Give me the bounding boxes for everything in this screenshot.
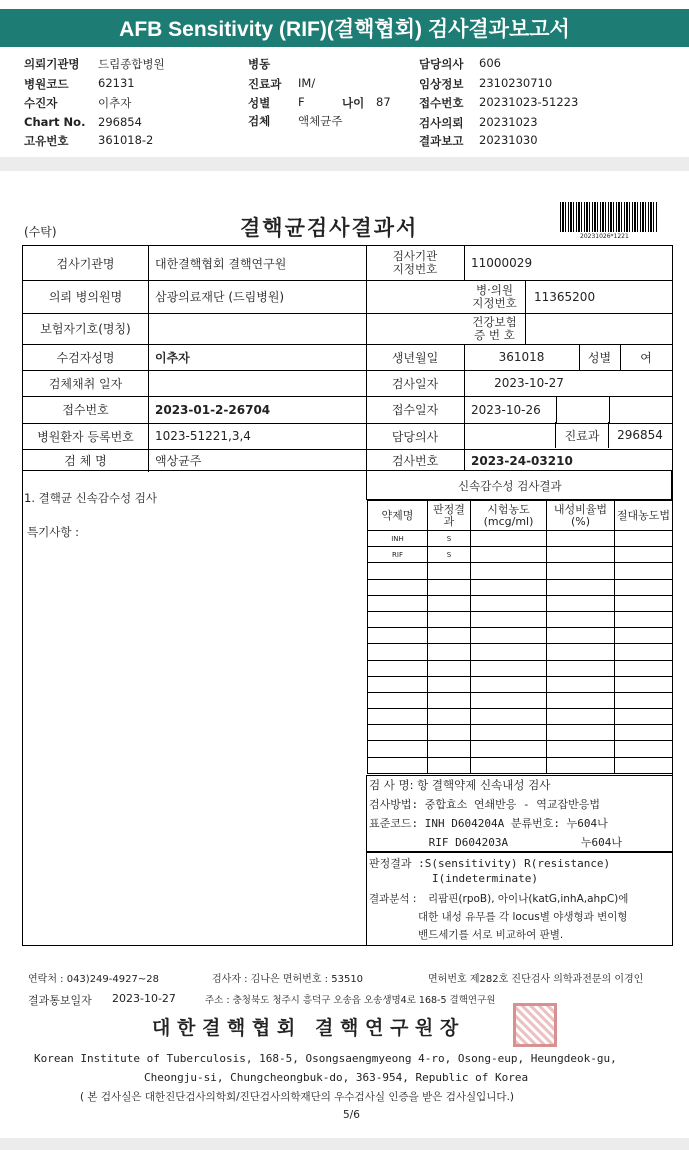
result-table-cell [471, 660, 547, 676]
result-table-row [368, 579, 673, 595]
result-table-cell [428, 644, 471, 660]
sex-label: 성별 [587, 350, 612, 365]
result-table-cell [547, 757, 615, 773]
barcode-image [560, 202, 658, 232]
received-date-label: 접수일자 [391, 403, 439, 417]
result-table-row [368, 611, 673, 627]
header-key: 수진자 [24, 96, 58, 110]
header-value: 드림종합병원 [98, 57, 165, 71]
result-table-cell [547, 676, 615, 692]
result-table [367, 500, 672, 772]
result-table-cell [368, 660, 428, 676]
result-table-cell [471, 644, 547, 660]
result-table-cell [368, 725, 428, 741]
result-table-cell [615, 644, 673, 660]
result-table-cell [368, 579, 428, 595]
registration-no-label: 병원환자 등록번호 [37, 429, 134, 444]
header-key: 성별 [248, 96, 271, 110]
report-title: 결핵균검사결과서 [240, 216, 419, 240]
method-line-2: 검사방법: 중합효소 연쇄반응 - 역교잡반응법 [369, 798, 601, 811]
result-table-cell [471, 531, 547, 547]
result-table-cell [368, 611, 428, 627]
result-table-cell [428, 563, 471, 579]
result-table-cell [428, 692, 471, 708]
report-banner-title: AFB Sensitivity (RIF)(결핵협회) 검사결과보고서 [0, 9, 689, 47]
section-separator [0, 157, 689, 171]
english-address-line-1: Korean Institute of Tuberculosis, 168-5, Osongsaengmyeong 4-ro, Osong-eup, Heungdeok-gu, [34, 1052, 617, 1065]
doctor-value [471, 423, 556, 449]
result-table-cell [471, 579, 547, 595]
lab-name: 대한결핵협회 결핵연구원 [155, 256, 287, 271]
hospital-name: 삼광의료재단 (드림병원) [155, 290, 285, 304]
footer-inspector: 검사자 : 김나은 면허번호 : 53510 [212, 974, 364, 985]
result-table-row [368, 531, 673, 547]
result-table-cell [471, 741, 547, 757]
result-table-row [368, 676, 673, 692]
result-table-cell [471, 547, 547, 563]
result-table-cell [471, 595, 547, 611]
result-table-cell [428, 611, 471, 627]
birth-label: 생년월일 [391, 350, 439, 365]
result-table-title: 신속감수성 검사결과 [458, 479, 562, 493]
header-key: 병동 [248, 57, 271, 71]
result-table-row [368, 547, 673, 563]
result-table-cell [428, 741, 471, 757]
header-value: 20231030 [479, 133, 538, 147]
test-date-label: 검사일자 [391, 376, 439, 391]
result-table-cell [615, 725, 673, 741]
result-table-cell: INH [368, 531, 428, 547]
result-table-cell [547, 531, 615, 547]
bottom-bar [0, 1138, 689, 1150]
doctor-label: 담당의사 [391, 429, 439, 444]
footer-notice-date: 2023-10-27 [112, 992, 176, 1005]
result-table-cell [368, 757, 428, 773]
header-value: 361018-2 [98, 133, 154, 147]
result-table-cell [428, 628, 471, 644]
barcode-text: 20231026*1221 [580, 233, 629, 240]
method-line-4: RIF D604203A 누604나 [369, 836, 623, 849]
english-address-line-2: Cheongju-si, Chungcheongbuk-do, 363-954, Republic of Korea [144, 1071, 529, 1084]
header-key: 진료과 [248, 77, 282, 91]
result-table-row [368, 563, 673, 579]
result-table-cell [547, 628, 615, 644]
result-table-cell [368, 628, 428, 644]
result-table-cell [428, 660, 471, 676]
result-table-cell [615, 741, 673, 757]
interpretation-line-2: I(indeterminate) [432, 872, 538, 885]
method-line-1: 검 사 명: 항 결핵약제 신속내성 검사 [369, 778, 551, 792]
result-table-cell [368, 692, 428, 708]
result-table-row [368, 644, 673, 660]
section-title: 1. 결핵균 신속감수성 검사 [24, 491, 158, 505]
result-table-cell [368, 741, 428, 757]
footer-contact: 연락처 : 043)249-4927~28 [28, 974, 159, 985]
result-table-cell: S [428, 547, 471, 563]
analysis-line-2: 대한 내성 유무를 각 locus별 야생형과 변이형 [418, 911, 628, 923]
dept-label: 진료과 [564, 428, 600, 443]
result-table-cell [615, 692, 673, 708]
interpretation-line-1: 판정결과 :S(sensitivity) R(resistance) [369, 857, 611, 870]
analysis-line-3: 밴드세기를 서로 비교하여 판별. [418, 929, 564, 941]
header-key: 고유번호 [24, 134, 69, 148]
result-table-cell [615, 611, 673, 627]
header-value: 20231023 [479, 115, 538, 129]
specimen-name: 액상균주 [155, 454, 202, 468]
result-table-header [368, 501, 673, 531]
sex-value: 여 [640, 350, 652, 365]
result-table-cell [368, 676, 428, 692]
result-table-cell [428, 757, 471, 773]
header-resistance-ratio: 내성비율법(%) [547, 501, 615, 531]
header-value: 62131 [98, 76, 135, 90]
result-table-cell [547, 660, 615, 676]
header-value: 2310230710 [479, 76, 553, 90]
result-table-cell [615, 676, 673, 692]
analysis-label: 결과분석 : [369, 893, 417, 905]
result-table-cell [547, 741, 615, 757]
hospital-label: 의뢰 병의원명 [48, 290, 123, 304]
specimen-label: 검 체 명 [64, 454, 107, 468]
page-number: 5/6 [343, 1109, 360, 1121]
method-line-3: 표준코드: INH D604204A 분류번호: 누604나 [369, 817, 608, 830]
header-key: 의뢰기관명 [24, 57, 80, 71]
result-table-cell [471, 676, 547, 692]
header-value: IM/ [298, 76, 316, 90]
header-key: 결과보고 [419, 134, 464, 148]
result-table-cell [471, 725, 547, 741]
receipt-mark: (수탁) [24, 225, 57, 239]
result-table-cell [615, 595, 673, 611]
patient-name-label: 수검자성명 [56, 350, 115, 365]
header-value: F [298, 95, 305, 109]
result-table-cell [471, 757, 547, 773]
result-table-row [368, 741, 673, 757]
result-table-cell [428, 676, 471, 692]
reception-no-label: 접수번호 [62, 403, 109, 417]
footer-address: 주소 : 충청북도 청주시 흥덕구 오송읍 오송생명4로 168-5 결핵연구원 [205, 995, 496, 1006]
birth-date: 361018 [498, 350, 545, 364]
result-table-row [368, 709, 673, 725]
result-table-cell [547, 709, 615, 725]
header-key: 병원코드 [24, 77, 69, 91]
collect-date-label: 검체채취 일자 [48, 376, 123, 391]
certification-note: ( 본 검사실은 대한진단검사의학회/진단검사의학재단의 우수검사실 인증을 받은 검사실입니다.) [80, 1091, 515, 1103]
result-table-cell [471, 692, 547, 708]
result-table-cell [368, 644, 428, 660]
result-table-cell [547, 725, 615, 741]
result-table-cell [547, 692, 615, 708]
result-table-cell [368, 563, 428, 579]
header-value: 606 [479, 56, 501, 70]
result-table-cell [615, 563, 673, 579]
remarks-label: 특기사항 : [27, 525, 79, 539]
result-table-cell [547, 547, 615, 563]
header-key: Chart No. [24, 115, 86, 129]
result-table-row [368, 660, 673, 676]
result-table-cell: S [428, 531, 471, 547]
header-key: 담당의사 [419, 57, 464, 71]
dept-value: 296854 [617, 428, 663, 442]
result-table-cell [547, 595, 615, 611]
result-table-row [368, 692, 673, 708]
result-table-cell [428, 725, 471, 741]
result-table-cell [428, 595, 471, 611]
result-table-row [368, 628, 673, 644]
result-table-row [368, 595, 673, 611]
header-drug: 약제명 [368, 501, 428, 531]
result-table-cell [547, 611, 615, 627]
result-table-cell [615, 579, 673, 595]
result-table-row [368, 725, 673, 741]
result-table-cell: RIF [368, 547, 428, 563]
test-no: 2023-24-03210 [471, 453, 573, 468]
test-no-label: 검사번호 [391, 454, 439, 468]
header-value: 액체균주 [298, 114, 343, 128]
header-value: 296854 [98, 115, 142, 129]
lab-no-label: 검사기관 지정번호 [392, 249, 438, 276]
hospital-no-label: 병·의원 지정번호 [472, 282, 517, 310]
result-table-cell [615, 660, 673, 676]
header-value: 87 [376, 95, 391, 109]
patient-name: 이추자 [155, 350, 190, 365]
result-table-cell [547, 563, 615, 579]
organization-name: 대 한 결 핵 협 회 결 핵 연 구 원 장 [152, 1017, 459, 1039]
analysis-line-1: 리팜핀(rpoB), 아이나(katG,inhA,ahpC)에 [428, 893, 629, 905]
lab-name-label: 검사기관명 [56, 256, 115, 271]
header-key: 접수번호 [419, 96, 464, 110]
result-table-row [368, 757, 673, 773]
result-table-cell [547, 579, 615, 595]
result-table-cell [368, 709, 428, 725]
result-table-cell [615, 709, 673, 725]
result-table-cell [615, 547, 673, 563]
header-concentration: 시험농도(mcg/ml) [471, 501, 547, 531]
header-judgement: 판정결과 [428, 501, 471, 531]
result-table-cell [471, 563, 547, 579]
health-insurance-label: 건강보험 증 번 호 [472, 314, 517, 342]
registration-no: 1023-51221,3,4 [155, 429, 251, 443]
result-table-cell [428, 709, 471, 725]
footer-license: 면허번호 제282호 진단검사 의학과전문의 이경인 [428, 974, 644, 985]
result-table-cell [615, 757, 673, 773]
header-value: 이추자 [98, 96, 132, 110]
header-key: 나이 [342, 96, 365, 110]
collect-date [155, 370, 365, 396]
insured-value [155, 313, 365, 344]
result-table-cell [615, 628, 673, 644]
official-seal-image [513, 1003, 557, 1047]
insured-label: 보험자기호(명칭) [40, 322, 131, 336]
result-table-cell [615, 531, 673, 547]
header-key: 임상정보 [419, 77, 464, 91]
reception-no: 2023-01-2-26704 [155, 402, 271, 417]
received-date: 2023-10-26 [471, 402, 541, 417]
result-table-cell [428, 579, 471, 595]
test-date: 2023-10-27 [494, 376, 564, 390]
footer-notice-label: 결과통보일자 [28, 994, 92, 1007]
result-table-cell [471, 611, 547, 627]
result-table-cell [471, 628, 547, 644]
result-table-cell [471, 709, 547, 725]
lab-no: 11000029 [471, 256, 533, 270]
result-table-cell [547, 644, 615, 660]
header-value: 20231023-51223 [479, 95, 579, 109]
header-key: 검체 [248, 114, 271, 128]
health-insurance-value [534, 313, 664, 344]
header-key: 검사의뢰 [419, 116, 464, 130]
header-absolute-concentration: 절대농도법 [615, 501, 673, 531]
result-table-cell [368, 595, 428, 611]
hospital-no: 11365200 [534, 289, 596, 304]
